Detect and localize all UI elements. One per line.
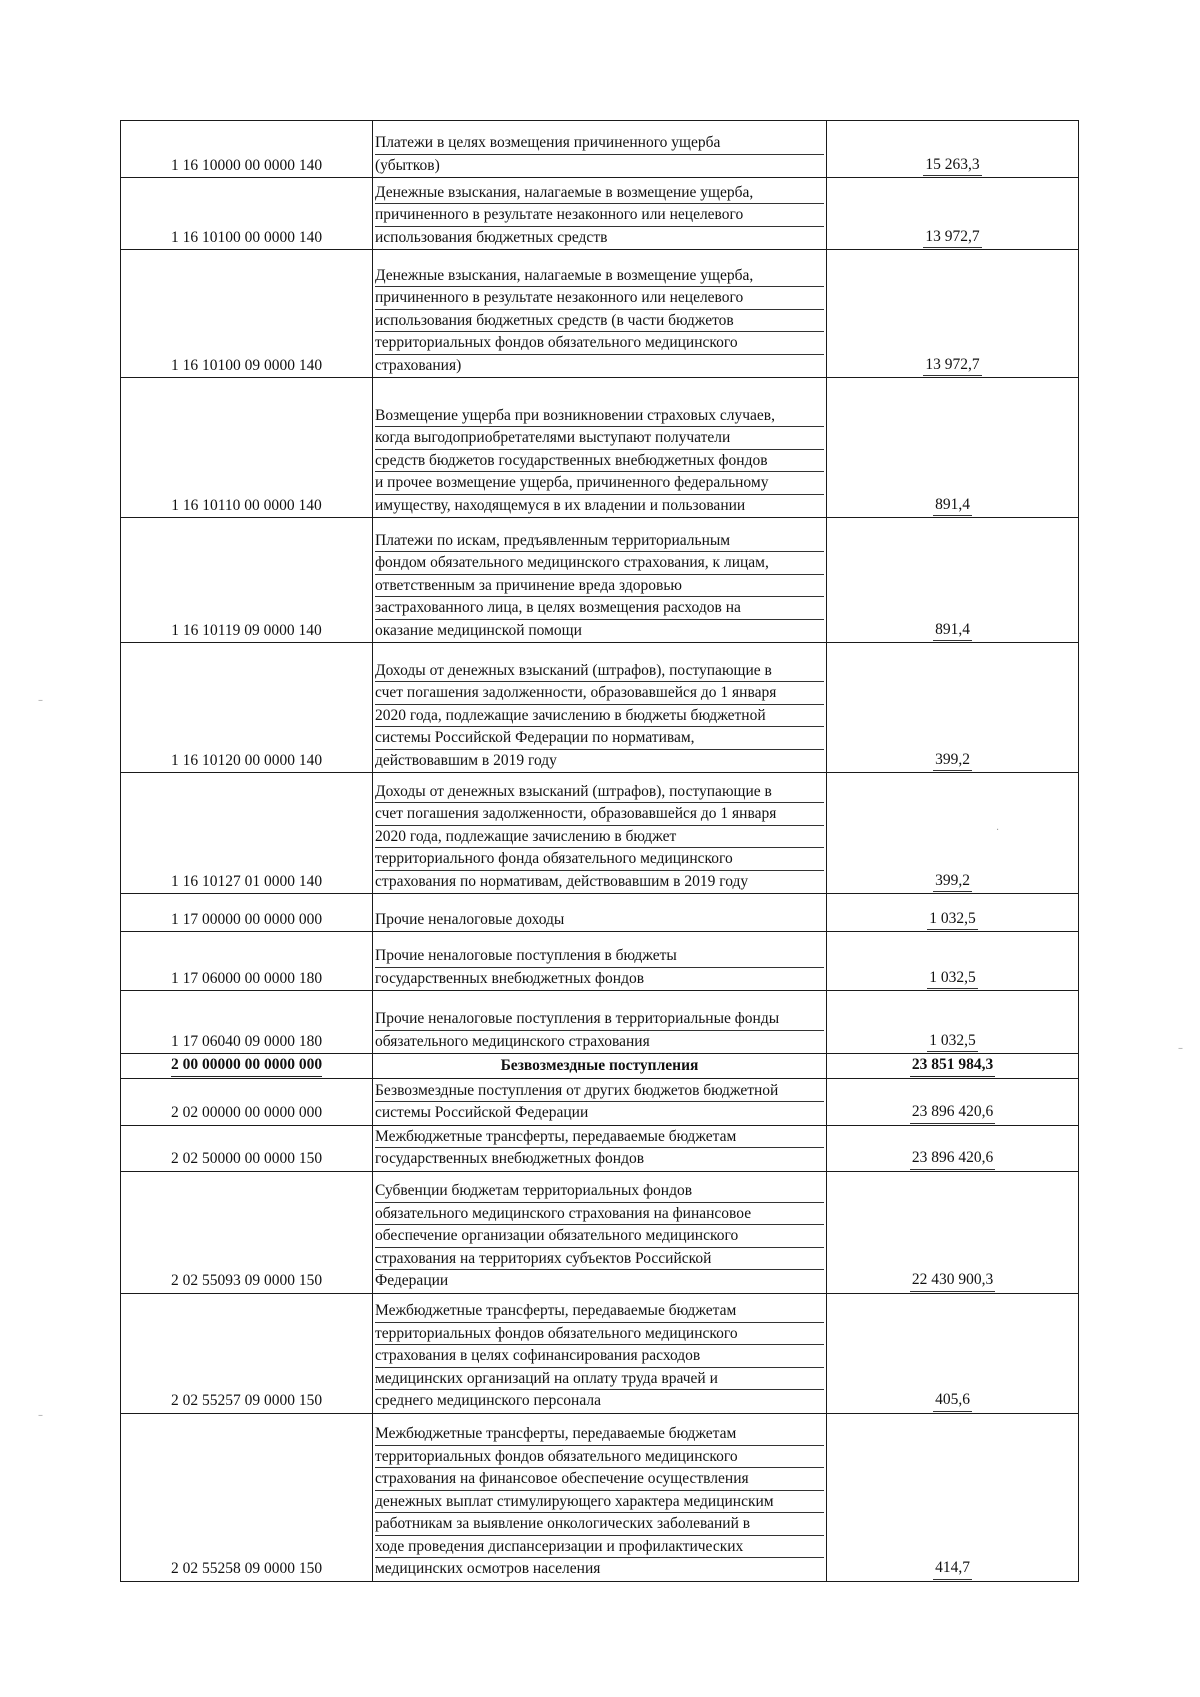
amount-value: 13 972,7 (923, 226, 981, 249)
table-row (121, 1125, 1079, 1171)
budget-code-cell (121, 773, 373, 894)
revenue-name-cell (373, 1125, 827, 1171)
revenue-name-line: системы Российской Федерации (375, 1104, 589, 1121)
revenue-name-cell (373, 932, 827, 991)
amount-value: 1 032,5 (927, 1030, 978, 1053)
revenue-name-line: Межбюджетные трансферты, передаваемые бюджетам (375, 1423, 824, 1446)
table-row (121, 773, 1079, 894)
budget-code-cell (121, 1293, 373, 1413)
budget-code-cell (121, 932, 373, 991)
budget-code: 2 02 55093 09 0000 150 (170, 1272, 323, 1289)
revenue-name-line: Платежи в целях возмещения причиненного ущерба (375, 132, 824, 155)
amount-cell (827, 1054, 1079, 1079)
amount-value: 399,2 (933, 870, 972, 893)
scan-mark-left-top: – (38, 695, 43, 706)
revenue-name-line: Прочие неналоговые поступления в территориальные фонды (375, 1008, 824, 1031)
amount-cell (827, 1078, 1079, 1125)
amount-cell (827, 378, 1079, 518)
revenue-name-cell (373, 894, 827, 932)
budget-code: 1 16 10110 00 0000 140 (171, 496, 322, 514)
amount-cell (827, 178, 1079, 250)
amount-cell (827, 1413, 1079, 1581)
revenue-name-line: (убытков) (375, 156, 440, 174)
revenue-name-line: Федерации (375, 1272, 449, 1289)
revenue-name-line: государственных внебюджетных фондов (375, 1150, 645, 1167)
budget-code: 2 02 55258 09 0000 150 (170, 1560, 323, 1577)
revenue-name-line: причиненного в результате незаконного или нецелевого (375, 287, 824, 310)
table-row (121, 250, 1079, 378)
revenue-name-line: работникам за выявление онкологических заболеваний в (375, 1513, 824, 1536)
table-row (121, 1293, 1079, 1413)
revenue-name-line: обязательного медицинского страхования на финансовое (375, 1203, 824, 1226)
budget-code: 1 17 06000 00 0000 180 (170, 969, 323, 987)
amount-cell (827, 1125, 1079, 1171)
revenue-name-line: системы Российской Федерации по нормативам, (375, 727, 824, 750)
revenue-name-cell (373, 1293, 827, 1413)
revenue-name-line: страхования по нормативам, действовавшим в 2019 году (375, 872, 749, 890)
budget-code-cell (121, 178, 373, 250)
revenue-name-line: страхования в целях софинансирования расходов (375, 1345, 824, 1368)
revenue-name-line: ходе проведения диспансеризации и профилактических (375, 1536, 824, 1559)
table-row (121, 1413, 1079, 1581)
amount-value: 891,4 (933, 494, 972, 517)
revenue-name-line: обязательного медицинского страхования (375, 1032, 650, 1050)
revenue-name-line: 2020 года, подлежащие зачислению в бюджеты бюджетной (375, 705, 824, 728)
budget-code-cell (121, 121, 373, 178)
amount-value: 1 032,5 (927, 908, 978, 931)
revenue-name-cell (373, 250, 827, 378)
table-row (121, 991, 1079, 1054)
table-row (121, 1054, 1079, 1079)
table-row (121, 178, 1079, 250)
table-row (121, 1171, 1079, 1293)
budget-code: 1 16 10100 00 0000 140 (170, 228, 323, 246)
amount-value: 23 896 420,6 (910, 1101, 995, 1124)
revenue-name-line: Доходы от денежных взысканий (штрафов), поступающие в (375, 660, 824, 683)
revenue-name-line: Межбюджетные трансферты, передаваемые бюджетам (375, 1300, 824, 1323)
revenue-name-line: счет погашения задолженности, образовавшейся до 1 января (375, 803, 824, 826)
revenue-name-cell (373, 643, 827, 773)
revenue-name-line: медицинских осмотров населения (375, 1560, 601, 1577)
amount-cell (827, 518, 1079, 643)
table-row (121, 894, 1079, 932)
revenue-name-line: Прочие неналоговые доходы (375, 910, 565, 928)
amount-value: 23 896 420,6 (910, 1147, 995, 1170)
amount-value: 13 972,7 (923, 354, 981, 377)
revenue-name-line: территориальных фондов обязательного медицинского (375, 1323, 824, 1346)
amount-cell (827, 932, 1079, 991)
table-row (121, 643, 1079, 773)
budget-code-cell (121, 991, 373, 1054)
amount-cell (827, 643, 1079, 773)
revenue-name-line: Доходы от денежных взысканий (штрафов), поступающие в (375, 781, 824, 804)
revenue-name-line: страхования на финансовое обеспечение осуществления (375, 1468, 824, 1491)
budget-code: 1 16 10127 01 0000 140 (170, 872, 323, 890)
budget-code-cell (121, 894, 373, 932)
budget-code: 2 02 00000 00 0000 000 (170, 1104, 323, 1121)
revenue-name-line: Субвенции бюджетам территориальных фондов (375, 1180, 824, 1203)
revenue-name-line: медицинских организаций на оплату труда врачей и (375, 1368, 824, 1391)
revenue-name-line: Денежные взыскания, налагаемые в возмещение ущерба, (375, 265, 824, 288)
budget-code-cell (121, 518, 373, 643)
revenue-name-line: причиненного в результате незаконного или нецелевого (375, 204, 824, 227)
revenue-name-cell (373, 518, 827, 643)
revenue-name-line: Межбюджетные трансферты, передаваемые бюджетам (375, 1126, 824, 1149)
revenue-name-line: обеспечение организации обязательного медицинского (375, 1225, 824, 1248)
table-row (121, 1078, 1079, 1125)
revenue-name-line: средств бюджетов государственных внебюджетных фондов (375, 450, 824, 473)
revenue-name-line: оказание медицинской помощи (375, 621, 582, 639)
budget-code: 2 02 55257 09 0000 150 (170, 1392, 323, 1409)
amount-value: 399,2 (933, 749, 972, 772)
budget-code-cell (121, 1054, 373, 1079)
table-row (121, 121, 1079, 178)
revenue-name-cell (373, 1078, 827, 1125)
budget-code: 1 16 10119 09 0000 140 (171, 621, 322, 639)
budget-code-cell (121, 250, 373, 378)
revenue-name-line: имуществу, находящемуся в их владении и пользовании (375, 496, 746, 514)
amount-cell (827, 250, 1079, 378)
revenue-name-line: действовавшим в 2019 году (375, 751, 557, 769)
amount-cell (827, 1171, 1079, 1293)
budget-revenue-table (120, 120, 1079, 1582)
revenue-name-line: и прочее возмещение ущерба, причиненного федеральному (375, 472, 824, 495)
amount-value: 15 263,3 (923, 154, 981, 177)
revenue-name-cell (373, 378, 827, 518)
budget-code-cell (121, 1413, 373, 1581)
amount-cell (827, 121, 1079, 178)
revenue-name-line: денежных выплат стимулирующего характера медицинским (375, 1491, 824, 1514)
revenue-name-cell (373, 773, 827, 894)
amount-value: 414,7 (933, 1557, 972, 1580)
revenue-name-line: страхования на территориях субъектов Российской (375, 1248, 824, 1271)
revenue-table-page (120, 120, 1078, 1582)
amount-cell (827, 991, 1079, 1054)
table-body (121, 121, 1079, 1582)
revenue-name-line: территориальных фондов обязательного медицинского (375, 1446, 824, 1469)
budget-code: 1 16 10000 00 0000 140 (170, 156, 323, 174)
amount-value: 23 851 984,3 (910, 1054, 995, 1077)
table-row (121, 932, 1079, 991)
revenue-name-line: Денежные взыскания, налагаемые в возмещение ущерба, (375, 182, 824, 205)
revenue-name-cell (373, 1171, 827, 1293)
amount-value: 1 032,5 (927, 967, 978, 990)
revenue-name-line: Безвозмездные поступления (500, 1057, 699, 1074)
amount-cell (827, 894, 1079, 932)
revenue-name-line: когда выгодоприобретателями выступают получатели (375, 427, 824, 450)
revenue-name-line: использования бюджетных средств (в части бюджетов (375, 310, 824, 333)
budget-code-cell (121, 643, 373, 773)
table-row (121, 378, 1079, 518)
revenue-name-cell (373, 1413, 827, 1581)
amount-cell (827, 773, 1079, 894)
revenue-name-line: территориальных фондов обязательного медицинского (375, 332, 824, 355)
budget-code-cell (121, 1125, 373, 1171)
revenue-name-line: среднего медицинского персонала (375, 1392, 601, 1409)
revenue-name-line: государственных внебюджетных фондов (375, 969, 645, 987)
revenue-name-line: счет погашения задолженности, образовавшейся до 1 января (375, 682, 824, 705)
revenue-name-line: Платежи по искам, предъявленным территориальным (375, 530, 824, 553)
revenue-name-line: страхования) (375, 356, 462, 374)
revenue-name-line: территориального фонда обязательного медицинского (375, 848, 824, 871)
budget-code: 2 00 00000 00 0000 000 (171, 1054, 322, 1077)
amount-value: 891,4 (933, 619, 972, 642)
scan-mark-right: – (1178, 1043, 1183, 1054)
budget-code: 2 02 50000 00 0000 150 (170, 1150, 323, 1167)
revenue-name-line: Безвозмездные поступления от других бюджетов бюджетной (375, 1080, 824, 1103)
revenue-name-line: Возмещение ущерба при возникновении страховых случаев, (375, 405, 824, 428)
budget-code: 1 17 06040 09 0000 180 (170, 1032, 323, 1050)
revenue-name-line: Прочие неналоговые поступления в бюджеты (375, 945, 824, 968)
revenue-name-cell (373, 178, 827, 250)
budget-code-cell (121, 1171, 373, 1293)
revenue-name-cell (373, 1054, 827, 1079)
amount-value: 22 430 900,3 (910, 1269, 995, 1292)
budget-code: 1 16 10120 00 0000 140 (170, 751, 323, 769)
revenue-name-cell (373, 121, 827, 178)
budget-code: 1 16 10100 09 0000 140 (170, 356, 323, 374)
revenue-name-line: фондом обязательного медицинского страхования, к лицам, (375, 552, 824, 575)
table-row (121, 518, 1079, 643)
revenue-name-line: застрахованного лица, в целях возмещения расходов на (375, 597, 824, 620)
scan-mark-left-bottom: – (38, 1410, 43, 1421)
revenue-name-cell (373, 991, 827, 1054)
scan-mark-dot: · (996, 825, 1000, 836)
amount-cell (827, 1293, 1079, 1413)
revenue-name-line: 2020 года, подлежащие зачислению в бюджет (375, 826, 824, 849)
budget-code-cell (121, 378, 373, 518)
revenue-name-line: ответственным за причинение вреда здоровью (375, 575, 824, 598)
budget-code: 1 17 00000 00 0000 000 (170, 910, 323, 928)
amount-value: 405,6 (933, 1389, 972, 1412)
budget-code-cell (121, 1078, 373, 1125)
revenue-name-line: использования бюджетных средств (375, 228, 608, 246)
